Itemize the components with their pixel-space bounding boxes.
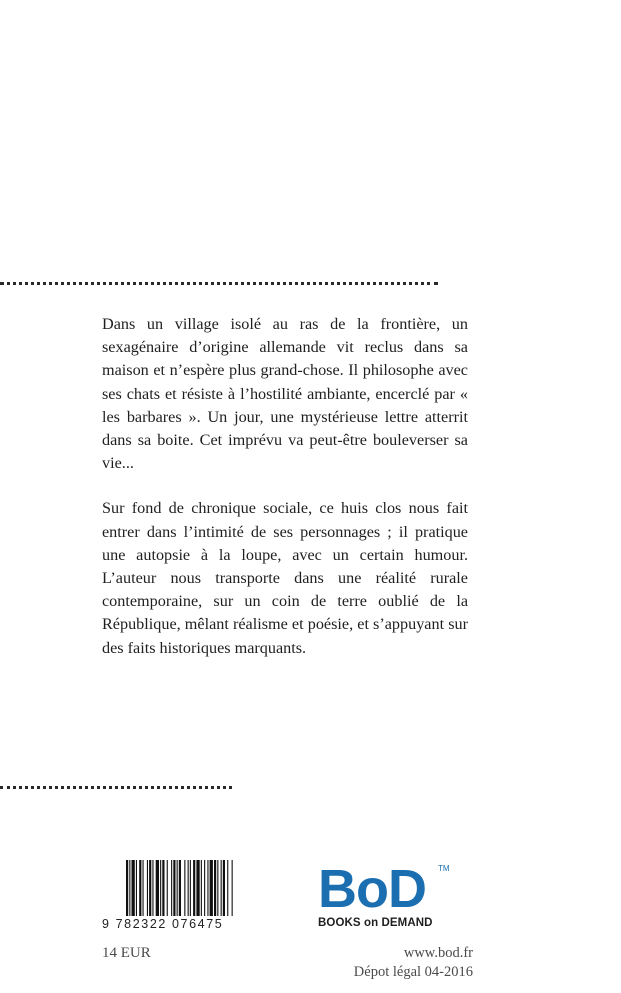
bod-logo [318,859,478,946]
trademark-symbol: TM [438,864,450,873]
barcode-bar [162,860,164,916]
barcode-bar [143,860,144,916]
barcode-bars [124,860,276,916]
barcode-bar [171,860,172,916]
bod-logo-mark: BoD [318,859,426,919]
blurb-paragraph-2: Sur fond de chronique sociale, ce huis clos nous fait entrer dans l’intimité de ses personnages ; il pratique une autopsie à la loupe, avec un certain humour. L’auteur nous transporte dans une réalité rurale contemporaine, sur un coin de terre oublié de la République, mêlant réalisme et poésie, et s’appuyant sur des faits historiques marquants. [102,499,468,657]
barcode-bar [193,860,195,916]
barcode-bar [188,860,189,916]
legal-deposit: Dépot légal 04-2016 [353,964,473,980]
blurb-paragraph-1: Dans un village isolé au ras de la frontière, un sexagénaire d’origine allemande vit reclus dans sa maison et n’espère plus grand-chose. Il philosophe avec ses chats et résiste à l’hostilité ambiante, encerclé par « les barbares ». Un jour, une mystérieuse lettre atterrit dans sa boite. Cet imprévu va peut-être bouleverser sa vie... [102,315,468,473]
publisher-website: www.bod.fr [403,945,473,961]
barcode-bar [227,860,228,916]
barcode-bar [132,860,135,916]
barcode-bar [149,860,151,916]
price: 14 EUR [102,945,151,961]
barcode-bar [190,860,191,916]
barcode-bar [177,860,178,916]
barcode-bar [179,860,181,916]
dotted-divider-top [0,282,438,285]
barcode-bar [173,860,175,916]
barcode-bar [136,860,137,916]
barcode-bar [129,860,130,916]
barcode-bar [221,860,222,916]
barcode-bar [156,860,159,916]
barcode-bar [152,860,153,916]
barcode-bar [223,860,225,916]
barcode-bar [232,860,233,916]
dotted-divider-bottom [0,786,232,789]
barcode-bar [184,860,185,916]
barcode-bar [204,860,205,916]
barcode-bar [207,860,208,916]
back-cover-blurb [102,313,468,660]
barcode-bar [214,860,216,916]
isbn-number: 9 782322 076475 [102,917,224,931]
barcode-bar [201,860,202,916]
barcode-bar [217,860,218,916]
barcode-bar [147,860,148,916]
barcode-bar [210,860,213,916]
barcode-bar [167,860,168,916]
barcode-bar [139,860,141,916]
barcode-bar [160,860,161,916]
bod-logo-subtitle: BOOKS on DEMAND [318,917,433,929]
barcode-bar [126,860,128,916]
barcode-bar [196,860,199,916]
